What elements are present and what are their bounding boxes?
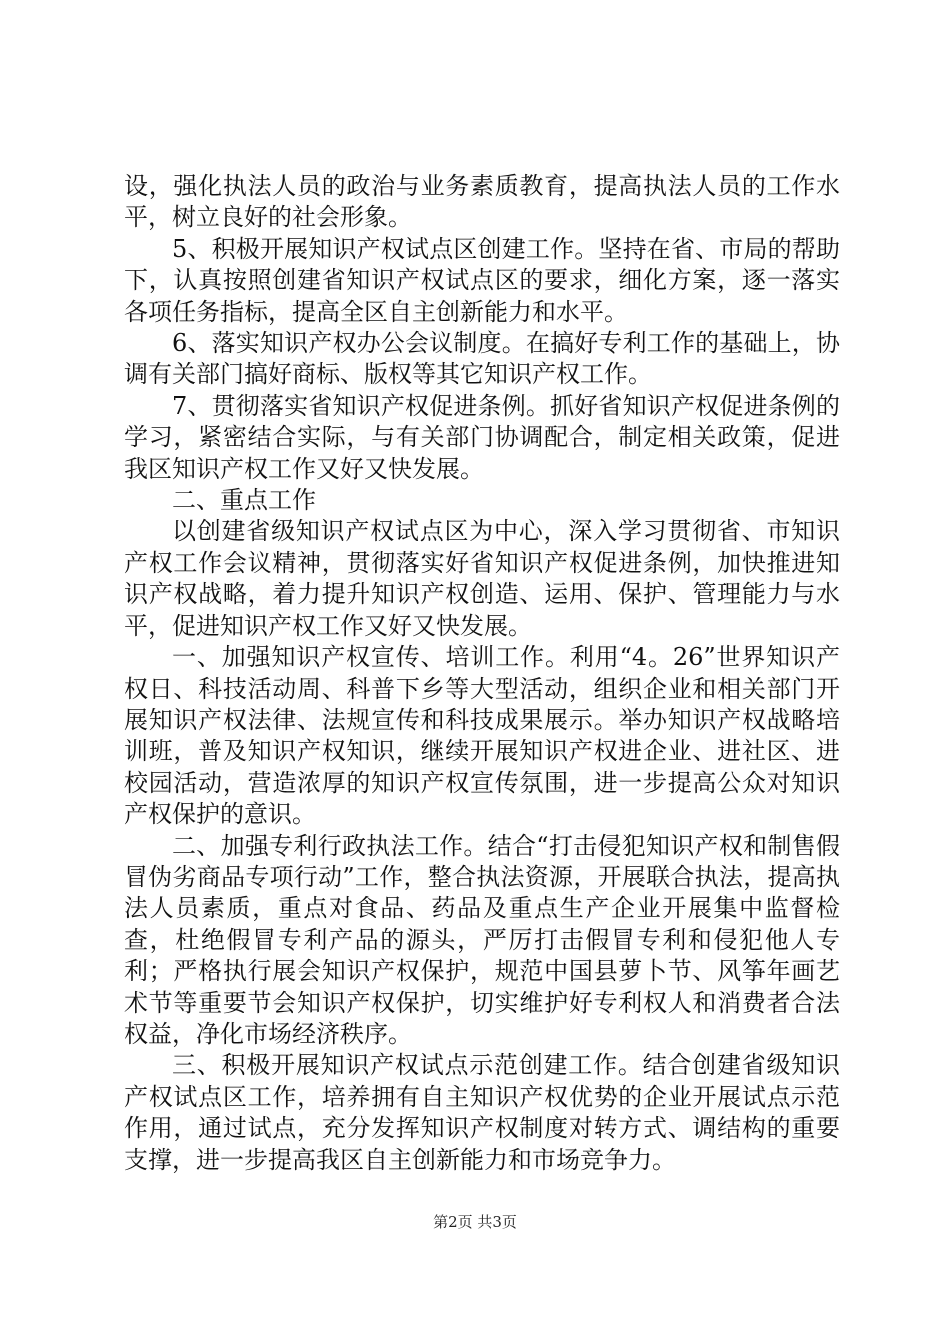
document-body xyxy=(124,171,840,1176)
paragraph-point-3: 三、积极开展知识产权试点示范创建工作。结合创建省级知识产权试点区工作，培养拥有自主知识产权优势的企业开展试点示范作用，通过试点，充分发挥知识产权制度对转方式、调结构的重要支撑，进一步提高我区自主创新能力和市场竞争力。 xyxy=(124,1051,840,1174)
paragraph-intro: 以创建省级知识产权试点区为中心，深入学习贯彻省、市知识产权工作会议精神，贯彻落实好省知识产权促进条例，加快推进知识产权战略，着力提升知识产权创造、运用、保护、管理能力与水平，促进知识产权工作又好又快发展。 xyxy=(124,517,840,640)
page-number-footer: 第2页 共3页 xyxy=(433,1213,517,1231)
paragraph-item-5: 5、积极开展知识产权试点区创建工作。坚持在省、市局的帮助下，认真按照创建省知识产权试点区的要求，细化方案，逐一落实各项任务指标，提高全区自主创新能力和水平。 xyxy=(124,234,840,326)
paragraph-item-6: 6、落实知识产权办公会议制度。在搞好专利工作的基础上，协调有关部门搞好商标、版权等其它知识产权工作。 xyxy=(124,329,840,389)
paragraph-continuation: 设，强化执法人员的政治与业务素质教育，提高执法人员的工作水平，树立良好的社会形象。 xyxy=(124,172,840,232)
paragraph-point-1: 一、加强知识产权宣传、培训工作。利用“4。26”世界知识产权日、科技活动周、科普下乡等大型活动，组织企业和相关部门开展知识产权法律、法规宣传和科技成果展示。举办知识产权战略培训班，普及知识产权知识，继续开展知识产权进企业、进社区、进校园活动，营造浓厚的知识产权宣传氛围，进一步提高公众对知识产权保护的意识。 xyxy=(124,643,840,829)
paragraph-point-2: 二、加强专利行政执法工作。结合“打击侵犯知识产权和制售假冒伪劣商品专项行动”工作，整合执法资源，开展联合执法，提高执法人员素质，重点对食品、药品及重点生产企业开展集中监督检查，杜绝假冒专利产品的源头，严厉打击假冒专利和侵犯他人专利；严格执行展会知识产权保护，规范中国县萝卜节、风筝年画艺术节等重要节会知识产权保护，切实维护好专利权人和消费者合法权益，净化市场经济秩序。 xyxy=(124,831,840,1048)
section-heading-key-work: 二、重点工作 xyxy=(172,486,316,515)
paragraph-item-7: 7、贯彻落实省知识产权促进条例。抓好省知识产权促进条例的学习，紧密结合实际，与有关部门协调配合，制定相关政策，促进我区知识产权工作又好又快发展。 xyxy=(124,391,840,483)
